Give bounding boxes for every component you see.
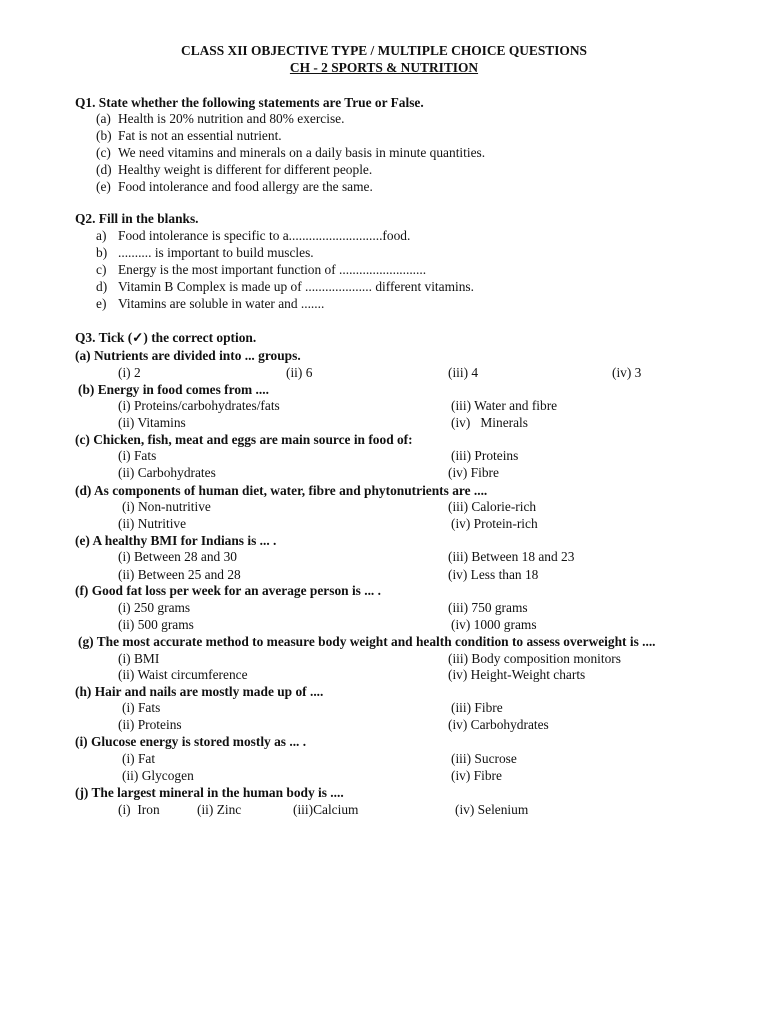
document-subtitle: CH - 2 SPORTS & NUTRITION (289, 60, 479, 75)
q3a-question: (a) Nutrients are divided into ... groups. (75, 348, 301, 363)
q3f-option-i: (i) 250 grams (118, 600, 191, 615)
q3d-option-iv: (iv) Protein-rich (451, 516, 538, 531)
q3d-option-i: (i) Non-nutritive (122, 499, 211, 514)
q1-heading: Q1. State whether the following statements are True or False. (75, 95, 424, 110)
q2-item-c-label: c) (96, 262, 107, 277)
q3b-option-ii: (ii) Vitamins (118, 415, 186, 430)
q3e-question: (e) A healthy BMI for Indians is ... . (75, 533, 277, 548)
q1-item-c-text: We need vitamins and minerals on a daily basis in minute quantities. (118, 145, 486, 160)
q3g-option-ii: (ii) Waist circumference (118, 667, 248, 682)
q3j-option-iv: (iv) Selenium (455, 802, 529, 817)
q3i-question: (i) Glucose energy is stored mostly as ... . (75, 734, 307, 749)
q3b-option-i: (i) Proteins/carbohydrates/fats (118, 398, 280, 413)
q2-item-a-text: Food intolerance is specific to a............................food. (118, 228, 411, 243)
q2-item-e-label: e) (96, 296, 107, 311)
q3d-question: (d) As components of human diet, water, fibre and phytonutrients are .... (75, 483, 488, 498)
q3c-option-ii: (ii) Carbohydrates (118, 465, 216, 480)
q3j-option-i: (i) Iron (118, 802, 160, 817)
q3b-question: (b) Energy in food comes from .... (78, 382, 269, 397)
q1-item-b-label: (b) (96, 128, 112, 143)
q3b-option-iii: (iii) Water and fibre (451, 398, 558, 413)
q2-item-b-text: .......... is important to build muscles. (118, 245, 314, 260)
q2-item-b-label: b) (96, 245, 108, 260)
q1-item-e-text: Food intolerance and food allergy are the same. (118, 179, 373, 194)
q3g-option-iv: (iv) Height-Weight charts (448, 667, 586, 682)
q3h-question: (h) Hair and nails are mostly made up of .... (75, 684, 324, 699)
q3d-option-iii: (iii) Calorie-rich (448, 499, 537, 514)
q3i-option-i: (i) Fat (122, 751, 156, 766)
q1-item-b-text: Fat is not an essential nutrient. (118, 128, 282, 143)
q3h-option-ii: (ii) Proteins (118, 717, 182, 732)
q1-item-d-label: (d) (96, 162, 112, 177)
q3j-option-iii: (iii)Calcium (293, 802, 359, 817)
q3d-option-ii: (ii) Nutritive (118, 516, 187, 531)
q1-item-a-label: (a) (96, 111, 111, 126)
q3g-option-iii: (iii) Body composition monitors (448, 651, 621, 666)
q3c-option-iv: (iv) Fibre (448, 465, 499, 480)
q3g-option-i: (i) BMI (118, 651, 160, 666)
q3b-option-iv: (iv) Minerals (451, 415, 528, 430)
q3j-question: (j) The largest mineral in the human body is .... (75, 785, 344, 800)
q2-item-c-text: Energy is the most important function of .......................... (118, 262, 427, 277)
q3e-option-iv: (iv) Less than 18 (448, 567, 539, 582)
q3f-option-iii: (iii) 750 grams (448, 600, 528, 615)
q3c-option-i: (i) Fats (118, 448, 157, 463)
q3i-option-iii: (iii) Sucrose (451, 751, 517, 766)
q3f-question: (f) Good fat loss per week for an average person is ... . (75, 583, 381, 598)
q2-item-d-label: d) (96, 279, 108, 294)
q1-item-a-text: Health is 20% nutrition and 80% exercise. (118, 111, 345, 126)
q3-heading: Q3. Tick (✓) the correct option. (75, 330, 257, 345)
q1-item-c-label: (c) (96, 145, 111, 160)
q3a-option-iii: (iii) 4 (448, 365, 479, 380)
q3a-option-iv: (iv) 3 (612, 365, 642, 380)
q3f-option-ii: (ii) 500 grams (118, 617, 194, 632)
q1-item-d-text: Healthy weight is different for different people. (118, 162, 373, 177)
q3f-option-iv: (iv) 1000 grams (451, 617, 537, 632)
q3e-option-iii: (iii) Between 18 and 23 (448, 549, 575, 564)
q3e-option-ii: (ii) Between 25 and 28 (118, 567, 241, 582)
q3i-option-ii: (ii) Glycogen (122, 768, 194, 783)
q3g-question: (g) The most accurate method to measure body weight and health condition to assess overweight is .... (78, 634, 656, 649)
q3j-option-ii: (ii) Zinc (197, 802, 242, 817)
q3h-option-i: (i) Fats (122, 700, 161, 715)
q3c-question: (c) Chicken, fish, meat and eggs are main source in food of: (75, 432, 413, 447)
q3h-option-iii: (iii) Fibre (451, 700, 503, 715)
q2-heading: Q2. Fill in the blanks. (75, 211, 199, 226)
q2-item-d-text: Vitamin B Complex is made up of .................... different vitamins. (118, 279, 474, 294)
q2-item-a-label: a) (96, 228, 107, 243)
q2-item-e-text: Vitamins are soluble in water and ....... (118, 296, 325, 311)
q3c-option-iii: (iii) Proteins (451, 448, 519, 463)
q3h-option-iv: (iv) Carbohydrates (448, 717, 549, 732)
q3i-option-iv: (iv) Fibre (451, 768, 502, 783)
q3e-option-i: (i) Between 28 and 30 (118, 549, 237, 564)
document-title: CLASS XII OBJECTIVE TYPE / MULTIPLE CHOICE QUESTIONS (181, 43, 587, 58)
q1-item-e-label: (e) (96, 179, 111, 194)
q3a-option-ii: (ii) 6 (286, 365, 313, 380)
q3a-option-i: (i) 2 (118, 365, 141, 380)
